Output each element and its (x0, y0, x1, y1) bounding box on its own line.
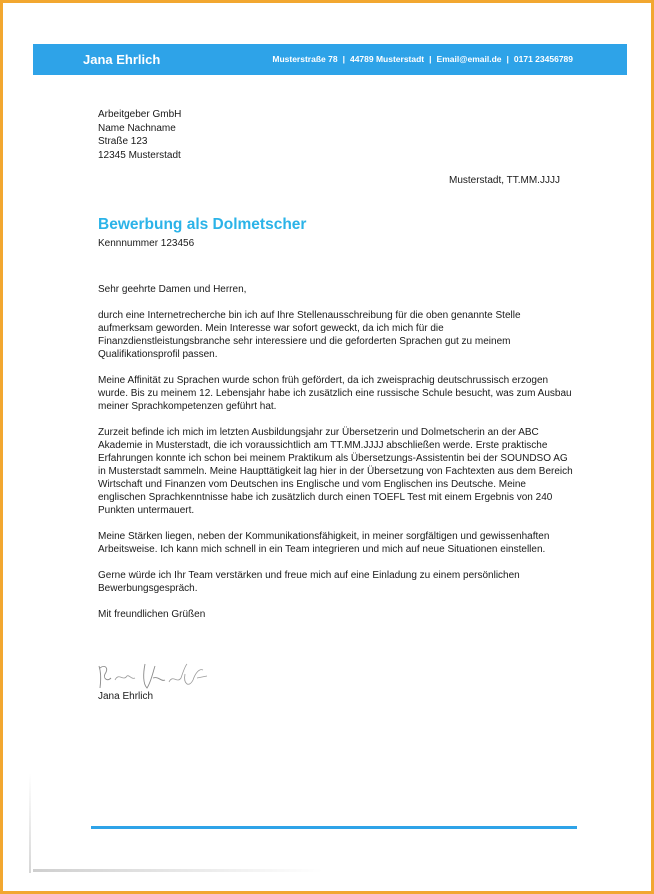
page-shadow-left (29, 773, 31, 873)
sender-name: Jana Ehrlich (83, 52, 161, 67)
footer-rule (91, 826, 577, 829)
paragraph: Meine Affinität zu Sprachen wurde schon früh gefördert, da ich zweisprachig deutschrussisch erzogen wurde. Bis zu meinem 12. Lebensjahr habe ich zusätzlich eine russische Schule besucht, was zum Ausbau meiner Sprachkompetenzen geführt hat. (98, 375, 572, 412)
contact-separator: | (429, 54, 432, 64)
paragraph: Meine Stärken liegen, neben der Kommunikationsfähigkeit, in meiner sorgfältigen und gewissenhaften Arbeitsweise. Ich kann mich schnell in ein Team integrieren und mich auf neue Situationen einstellen. (98, 531, 550, 555)
sender-contact (272, 44, 573, 75)
subject-title: Bewerbung als Dolmetscher (98, 216, 307, 233)
paragraph: Gerne würde ich Ihr Team verstärken und freue mich auf eine Einladung zu einem persönlichen Bewerbungsgespräch. (98, 570, 520, 594)
page-shadow-bottom (33, 869, 323, 872)
closing: Mit freundlichen Grüßen (98, 609, 206, 620)
contact-separator: | (342, 54, 345, 64)
signer-name: Jana Ehrlich (98, 691, 154, 702)
letter-body (98, 283, 573, 634)
contact-separator: | (506, 54, 509, 64)
recipient-city: 12345 Musterstadt (98, 149, 181, 161)
sender-phone: 0171 23456789 (513, 54, 573, 64)
recipient-company: Arbeitgeber GmbH (98, 109, 182, 120)
sender-city: 44789 Musterstadt (349, 54, 425, 64)
recipient-address (98, 108, 181, 162)
recipient-person: Name Nachname (98, 122, 176, 134)
paragraph: durch eine Internetrecherche bin ich auf Ihre Stellenausschreibung für die oben genannte Stelle aufmerksam geworden. Mein Interesse war sofort geweckt, da ich mich für die Finanzdienstleistungsbranche sehr interessiere und die geforderten Sprachen gut zu meinem Qualifikationsprofil passen. (98, 310, 521, 360)
recipient-street: Straße 123 (98, 136, 148, 147)
signature-icon (95, 658, 215, 694)
date-line: Musterstadt, TT.MM.JJJJ (449, 175, 560, 186)
sender-email: Email@email.de (436, 54, 502, 64)
sender-street: Musterstraße 78 (272, 54, 338, 64)
letterhead-bar (33, 44, 627, 75)
salutation: Sehr geehrte Damen und Herren, (98, 284, 247, 295)
paragraph: Zurzeit befinde ich mich im letzten Ausbildungsjahr zur Übersetzerin und Dolmetscherin an der ABC Akademie in Musterstadt, die ich voraussichtlich am TT.MM.JJJJ abschließen werde. Erste praktische Erfahrungen konnte ich schon bei meinem Praktikum als Übersetzungs-Assistentin bei der SOUNDSO AG in Musterstadt sammeln. Meine Haupttätigkeit lag hier in der Übersetzung von Fachtexten aus dem Bereich Wirtschaft und Finanzen vom Deutschen ins Englische und vom Englischen ins Deutsche. Meine englischen Sprachkenntnisse habe ich zusätzlich durch einen TOEFL Test mit einem Ergebnis von 240 Punkten untermauert. (98, 427, 573, 516)
reference-number: Kennnummer 123456 (98, 238, 195, 249)
